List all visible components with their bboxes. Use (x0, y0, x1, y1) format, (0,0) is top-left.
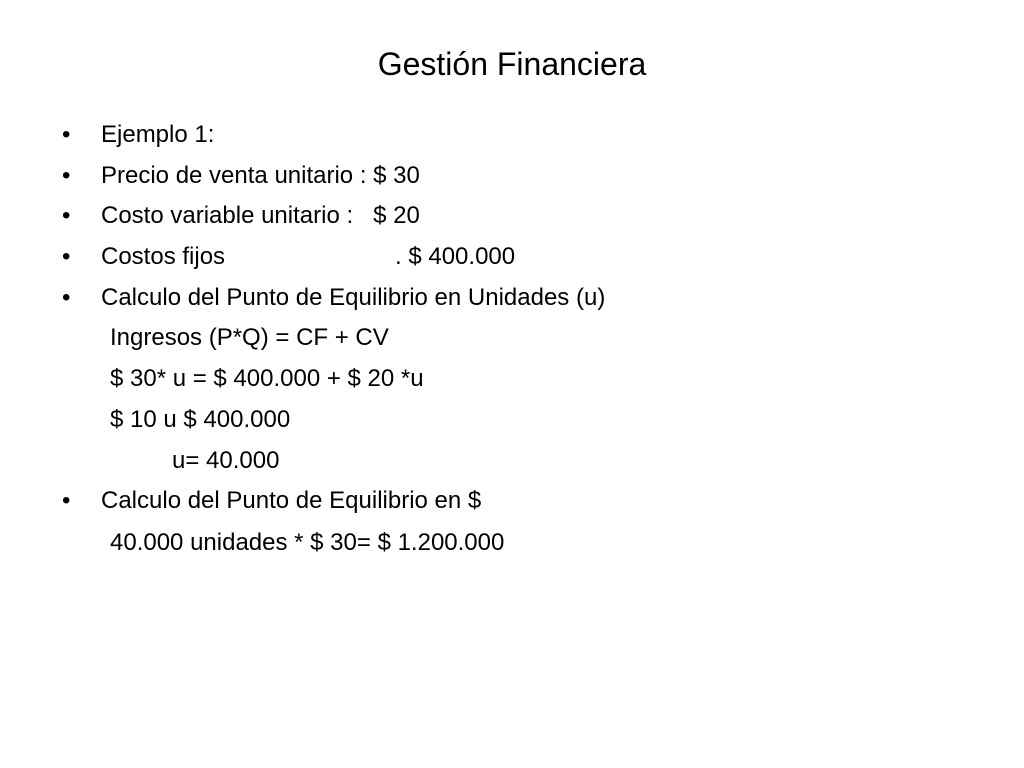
item-ecuacion: $ 30* u = $ 400.000 + $ 20 *u (110, 365, 424, 392)
bullet-icon: • (62, 487, 71, 514)
item-costo-variable: Costo variable unitario : $ 20 (101, 202, 420, 229)
item-calculo-pesos: Calculo del Punto de Equilibrio en $ (101, 487, 482, 514)
bullet-icon: • (62, 121, 71, 148)
item-resultado-pesos: 40.000 unidades * $ 30= $ 1.200.000 (110, 529, 505, 556)
item-costos-fijos-label: Costos fijos (101, 243, 226, 270)
item-resultado-u: u= 40.000 (172, 447, 280, 474)
item-calculo-unidades: Calculo del Punto de Equilibrio en Unidades (u) (101, 284, 606, 311)
item-costos-fijos-value: . $ 400.000 (395, 243, 516, 270)
item-simplificacion: $ 10 u $ 400.000 (110, 406, 291, 433)
bullet-icon: • (62, 284, 71, 311)
bullet-icon: • (62, 162, 71, 189)
bullet-icon: • (62, 243, 71, 270)
item-ingresos: Ingresos (P*Q) = CF + CV (110, 324, 389, 351)
bullet-icon: • (62, 202, 71, 229)
item-precio: Precio de venta unitario : $ 30 (101, 162, 420, 189)
slide-title: Gestión Financiera (377, 46, 647, 82)
item-ejemplo: Ejemplo 1: (101, 121, 215, 148)
